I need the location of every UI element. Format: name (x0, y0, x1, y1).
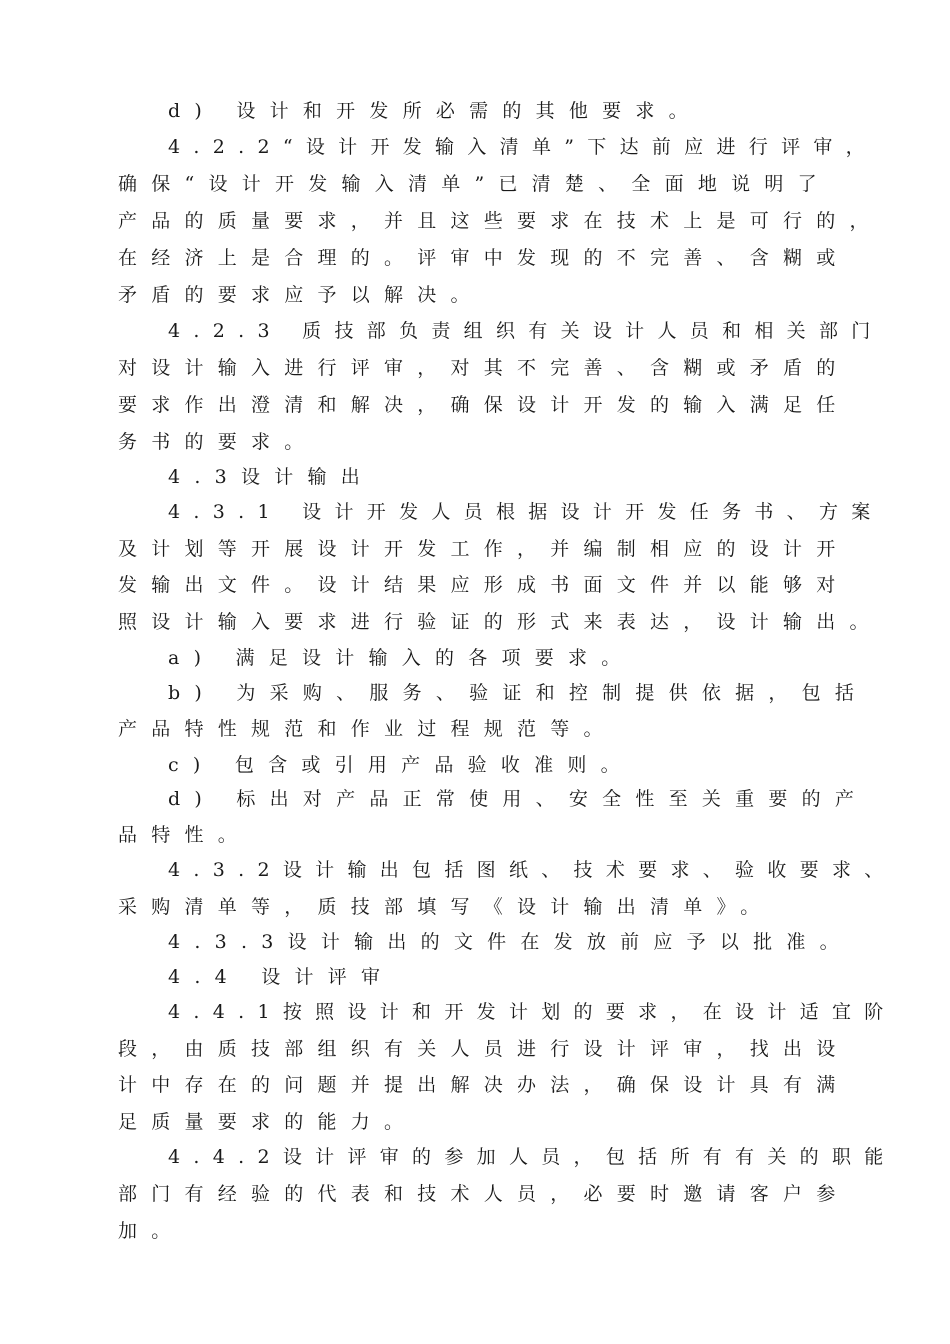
text-line: 矛盾的要求应予以解决。 (118, 284, 484, 306)
text-line: 品特性。 (118, 824, 252, 846)
text-line: 部门有经验的代表和技术人员，必要时邀请客户参 (118, 1183, 850, 1205)
text-line: 4.2.2“设计开发输入清单”下达前应进行评审， (168, 136, 878, 158)
text-line: 务书的要求。 (118, 431, 318, 453)
text-line: 4.4.1按照设计和开发计划的要求，在设计适宜阶 (168, 1001, 897, 1023)
text-line: 采购清单等，质技部填写《设计输出清单》。 (118, 896, 774, 918)
text-line: 段，由质技部组织有关人员进行设计评审，找出设 (118, 1038, 850, 1060)
section-heading: 4.4 设计评审 (168, 966, 395, 988)
text-line: 及计划等开展设计开发工作，并编制相应的设计开 (118, 538, 850, 560)
text-line: 要求作出澄清和解决，确保设计开发的输入满足任 (118, 394, 850, 416)
text-line: 4.2.3 质技部负责组织有关设计人员和相关部门 (168, 320, 884, 342)
text-line: 4.3.3设计输出的文件在发放前应予以批准。 (168, 931, 853, 953)
text-line: c) 包含或引用产品验收准则。 (168, 754, 634, 776)
text-line: 4.4.2设计评审的参加人员，包括所有有关的职能 (168, 1146, 897, 1168)
text-line: 在经济上是合理的。评审中发现的不完善、含糊或 (118, 247, 850, 269)
section-heading: 4.3设计输出 (168, 466, 374, 488)
text-line: a) 满足设计输入的各项要求。 (168, 647, 635, 669)
text-line: d) 标出对产品正常使用、安全性至关重要的产 (168, 788, 869, 810)
text-line: 照设计输入要求进行验证的形式来表达，设计输出。 (118, 611, 883, 633)
text-line: b) 为采购、服务、验证和控制提供依据，包括 (168, 682, 869, 704)
text-line: 产品的质量要求，并且这些要求在技术上是可行的， (118, 210, 883, 232)
text-line: 4.3.2设计输出包括图纸、技术要求、验收要求、 (168, 859, 897, 881)
text-line: 发输出文件。设计结果应形成书面文件并以能够对 (118, 574, 850, 596)
text-line: 计中存在的问题并提出解决办法，确保设计具有满 (118, 1074, 850, 1096)
text-line: 确保“设计开发输入清单”已清楚、全面地说明了 (118, 173, 831, 195)
text-line: 足质量要求的能力。 (118, 1111, 418, 1133)
text-line: 对设计输入进行评审，对其不完善、含糊或矛盾的 (118, 357, 850, 379)
text-line: 加。 (118, 1220, 185, 1242)
text-line: 4.3.1 设计开发人员根据设计开发任务书、方案 (168, 501, 884, 523)
text-line: d) 设计和开发所必需的其他要求。 (168, 100, 702, 122)
text-line: 产品特性规范和作业过程规范等。 (118, 718, 617, 740)
